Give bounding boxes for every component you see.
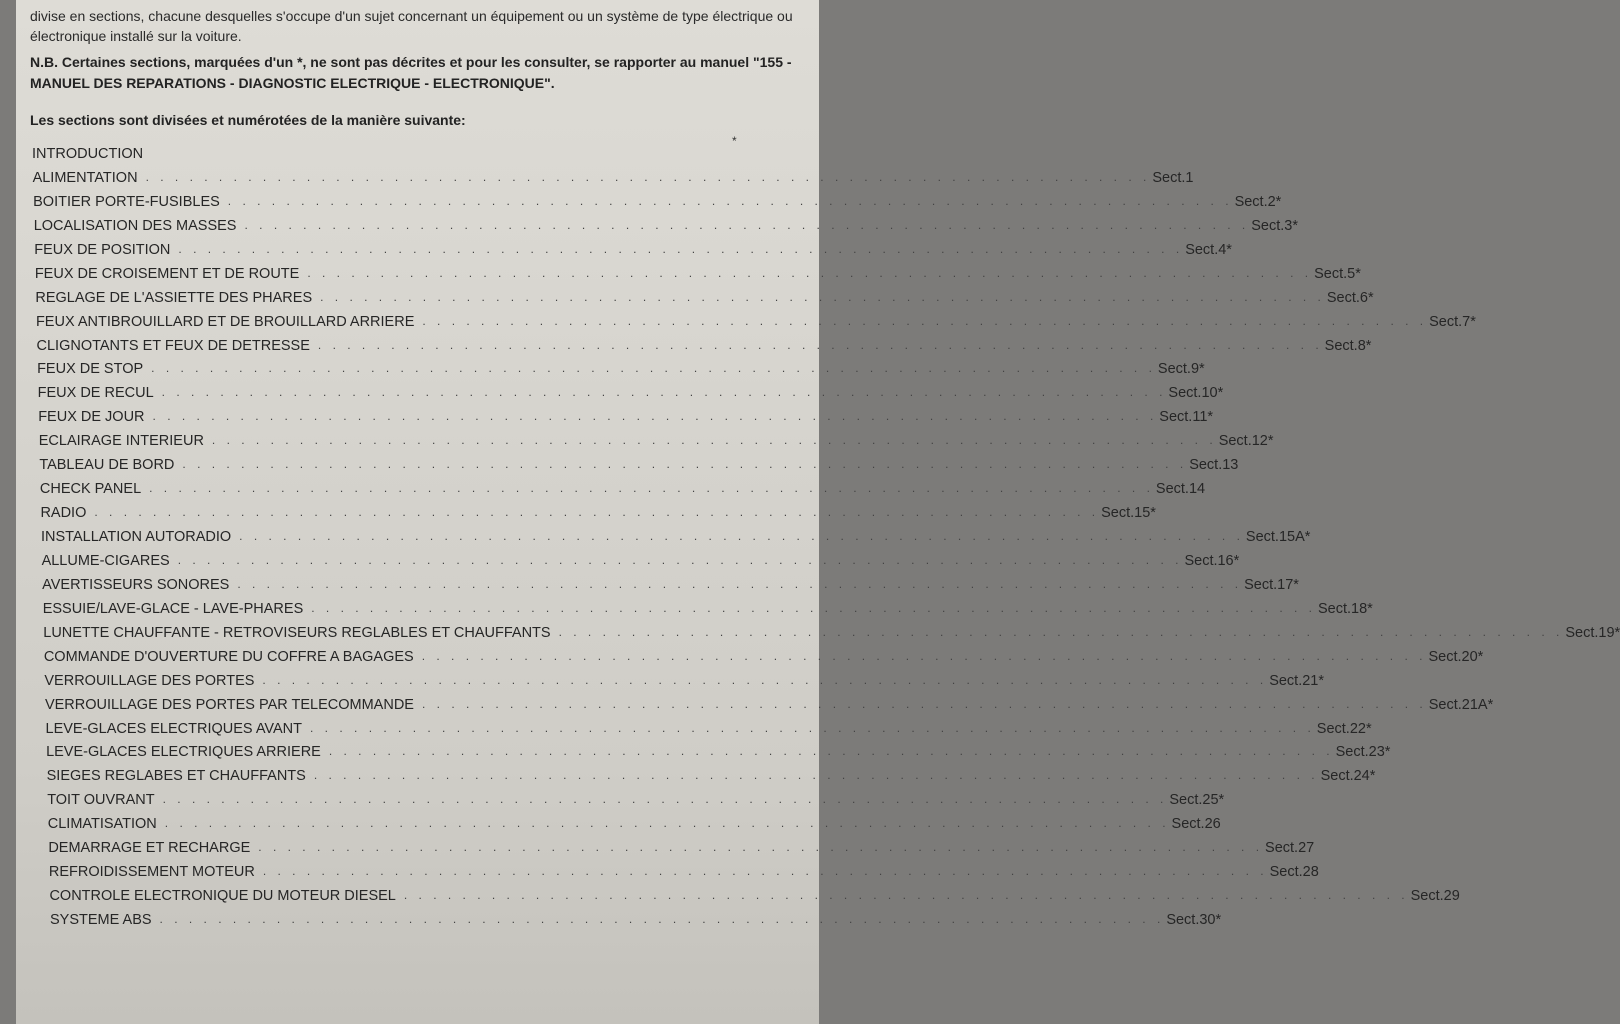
toc-title: AVERTISSEURS SONORES [42,576,230,593]
dot-leader: . . . . . . . . . . . . . . . . . . . . . . . . . . . . . . . . . . . . . . . . . . . . . . . . . . . . . . . . . . . . . . . . . . . . . [94,505,1100,520]
dot-leader: . . . . . . . . . . . . . . . . . . . . . . . . . . . . . . . . . . . . . . . . . . . . . . . . . . . . . . . . . . . . . . . . . . . . . [182,457,1188,472]
toc-title: REFROIDISSEMENT MOTEUR [48,864,255,881]
manual-page [16,0,1620,1024]
dot-leader: . . . . . . . . . . . . . . . . . . . . . . . . . . . . . . . . . . . . . . . . . . . . . . . . . . . . . . . . . . . . . . . . . . . . . [262,864,1268,879]
toc-title: FEUX DE JOUR [38,409,145,426]
section-number: Sect.9* [1157,361,1205,378]
toc-row [41,547,1240,569]
toc-row [35,308,1476,330]
dot-leader: . . . . . . . . . . . . . . . . . . . . . . . . . . . . . . . . . . . . . . . . . . . . . . . . . . . . . . . . . . . . . . . . . . . . . [311,600,1316,615]
section-number: Sect.12* [1218,433,1274,450]
toc-subtitle: Les sections sont divisées et numérotées de la manière suivante: [30,112,466,128]
toc-title: LEVE-GLACES ELECTRIQUES AVANT [45,720,303,737]
toc-title: VERROUILLAGE DES PORTES PAR TELECOMMANDE [44,696,414,713]
toc-row [33,188,1282,210]
toc-row [34,236,1232,258]
dot-leader: . . . . . . . . . . . . . . . . . . . . . . . . . . . . . . . . . . . . . . . . . . . . . . . . . . . . . . . . . . . . . . . . . . . . . [152,409,1158,424]
section-number: Sect.24* [1320,768,1376,785]
toc-row [49,882,1460,905]
dot-leader: . . . . . . . . . . . . . . . . . . . . . . . . . . . . . . . . . . . . . . . . . . . . . . . . . . . . . . . . . . . . . . . . . . . . . [313,768,1319,783]
toc-title: CLIMATISATION [47,816,157,833]
section-number: Sect.21* [1269,672,1325,689]
dot-leader: . . . . . . . . . . . . . . . . . . . . . . . . . . . . . . . . . . . . . . . . . . . . . . . . . . . . . . . . . . . . . . . . . . . . . [161,385,1167,400]
section-number: Sect.1 [1152,169,1194,186]
toc-title: FEUX ANTIBROUILLARD ET DE BROUILLARD ARRIERE [35,313,415,330]
dot-leader: . . . . . . . . . . . . . . . . . . . . . . . . . . . . . . . . . . . . . . . . . . . . . . . . . . . . . . . . . . . . . . . . . . . . . [422,313,1428,328]
toc-row [45,715,1372,737]
section-number: Sect.8* [1324,337,1372,354]
toc-row [33,212,1298,234]
section-number: Sect.22* [1316,720,1372,737]
toc-title: COMMANDE D'OUVERTURE DU COFFRE A BAGAGES [43,648,414,665]
toc-row [34,260,1361,282]
section-number: Sect.21A* [1428,696,1494,713]
toc-title: INTRODUCTION [32,146,144,162]
toc-title: INSTALLATION AUTORADIO [41,529,232,545]
toc-row [38,403,1214,426]
section-number: Sect.18* [1318,600,1373,617]
section-number: Sect.5* [1314,265,1361,282]
toc-row [32,164,1194,186]
toc-title: CHECK PANEL [39,481,142,498]
toc-title: BOITIER PORTE-FUSIBLES [33,193,220,210]
section-number: Sect.19* [1565,624,1620,641]
section-number: Sect.13 [1189,457,1239,474]
toc-title: LEVE-GLACES ELECTRIQUES ARRIERE [46,744,321,761]
section-number: Sect.27 [1265,840,1315,857]
section-number: Sect.25* [1169,792,1225,809]
section-number: Sect.7* [1429,313,1476,330]
section-number: Sect.10* [1168,385,1224,402]
dot-leader: . . . . . . . . . . . . . . . . . . . . . . . . . . . . . . . . . . . . . . . . . . . . . . . . . . . . . . . . . . . . . . . . . . . . . [145,169,1151,184]
section-number: Sect.11* [1159,409,1214,426]
margin-mark: * [732,134,737,148]
toc-row [39,451,1239,474]
dot-leader: . . . . . . . . . . . . . . . . . . . . . . . . . . . . . . . . . . . . . . . . . . . . . . . . . . . . . . . . . . . . . . . . . . . . . [258,840,1264,855]
section-number: Sect.2* [1234,193,1282,210]
dot-leader: . . . . . . . . . . . . . . . . . . . . . . . . . . . . . . . . . . . . . . . . . . . . . . . . . . . . . . . . . . . . . . . . . . . . . [421,648,1427,663]
section-number: Sect.29 [1410,888,1460,905]
toc-title: ALIMENTATION [32,169,138,186]
toc-row [39,475,1206,498]
toc-row [35,284,1374,306]
intro-paragraph: divise en sections, chacune desquelles s'occupe d'un sujet concernant un équipement ou un système de type électrique ou électronique installé sur la voiture. [30,8,793,44]
section-number: Sect.30* [1166,912,1222,928]
section-number: Sect.14 [1155,481,1206,498]
dot-leader: . . . . . . . . . . . . . . . . . . . . . . . . . . . . . . . . . . . . . . . . . . . . . . . . . . . . . . . . . . . . . . . . . . . . . [159,912,1165,926]
toc-row [44,667,1325,689]
section-number: Sect.20* [1428,648,1484,665]
toc-row [38,427,1274,450]
toc-title: CLIGNOTANTS ET FEUX DE DETRESSE [36,337,310,354]
toc-row [37,355,1205,378]
toc-row [42,571,1299,593]
toc-row [40,499,1156,522]
toc-row [46,738,1391,761]
dot-leader: . . . . . . . . . . . . . . . . . . . . . . . . . . . . . . . . . . . . . . . . . . . . . . . . . . . . . . . . . . . . . . . . . . . . . [307,265,1313,280]
toc-title: LUNETTE CHAUFFANTE - RETROVISEURS REGLABLES ET CHAUFFANTS [43,624,551,641]
toc-title: VERROUILLAGE DES PORTES [44,672,255,689]
toc-row [36,332,1372,354]
toc-title: ALLUME-CIGARES [41,552,170,569]
dot-leader: . . . . . . . . . . . . . . . . . . . . . . . . . . . . . . . . . . . . . . . . . . . . . . . . . . . . . . . . . . . . . . . . . . . . . [421,696,1427,711]
toc-title: TOIT OUVRANT [47,792,155,809]
toc-title: LOCALISATION DES MASSES [33,217,237,234]
toc-title: SIEGES REGLABES ET CHAUFFANTS [46,768,306,785]
toc-title: ESSUIE/LAVE-GLACE - LAVE-PHARES [42,600,304,617]
dot-leader: . . . . . . . . . . . . . . . . . . . . . . . . . . . . . . . . . . . . . . . . . . . . . . . . . . . . . . . . . . . . . . . . . . . . . [262,672,1268,687]
toc-title: TABLEAU DE BORD [39,457,175,474]
section-number: Sect.15A* [1245,529,1311,545]
dot-leader: . . . . . . . . . . . . . . . . . . . . . . . . . . . . . . . . . . . . . . . . . . . . . . . . . . . . . . . . . . . . . . . . . . . . . [211,433,1217,448]
dot-leader: . . . . . . . . . . . . . . . . . . . . . . . . . . . . . . . . . . . . . . . . . . . . . . . . . . . . . . . . . . . . . . . . . . . . . [164,816,1170,831]
dot-leader: . . . . . . . . . . . . . . . . . . . . . . . . . . . . . . . . . . . . . . . . . . . . . . . . . . . . . . . . . . . . . . . . . . . . . [320,289,1325,304]
section-number: Sect.16* [1184,552,1240,569]
toc-row [44,691,1494,713]
toc-title: ECLAIRAGE INTERIEUR [38,433,204,450]
toc-title: SYSTEME ABS [50,912,152,928]
dot-leader: . . . . . . . . . . . . . . . . . . . . . . . . . . . . . . . . . . . . . . . . . . . . . . . . . . . . . . . . . . . . . . . . . . . . . [178,241,1184,256]
toc-row [48,834,1315,857]
toc-title: FEUX DE RECUL [37,385,154,402]
section-number: Sect.4* [1185,241,1232,258]
toc-row [47,786,1225,809]
toc-row [43,619,1620,641]
toc-row [41,523,1311,545]
toc-row [43,643,1484,665]
dot-leader: . . . . . . . . . . . . . . . . . . . . . . . . . . . . . . . . . . . . . . . . . . . . . . . . . . . . . . . . . . . . . . . . . . . . . [558,624,1564,639]
dot-leader: . . . . . . . . . . . . . . . . . . . . . . . . . . . . . . . . . . . . . . . . . . . . . . . . . . . . . . . . . . . . . . . . . . . . . [328,744,1334,759]
toc-title: REGLAGE DE L'ASSIETTE DES PHARES [35,289,313,306]
dot-leader: . . . . . . . . . . . . . . . . . . . . . . . . . . . . . . . . . . . . . . . . . . . . . . . . . . . . . . . . . . . . . . . . . . . . . [239,529,1244,543]
toc-title: DEMARRAGE ET RECHARGE [48,840,251,857]
dot-leader: . . . . . . . . . . . . . . . . . . . . . . . . . . . . . . . . . . . . . . . . . . . . . . . . . . . . . . . . . . . . . . . . . . . . . [149,481,1154,496]
dot-leader: . . . . . . . . . . . . . . . . . . . . . . . . . . . . . . . . . . . . . . . . . . . . . . . . . . . . . . . . . . . . . . . . . . . . . [403,888,1409,903]
dot-leader: . . . . . . . . . . . . . . . . . . . . . . . . . . . . . . . . . . . . . . . . . . . . . . . . . . . . . . . . . . . . . . . . . . . . . [177,552,1183,567]
dot-leader: . . . . . . . . . . . . . . . . . . . . . . . . . . . . . . . . . . . . . . . . . . . . . . . . . . . . . . . . . . . . . . . . . . . . . [151,361,1156,376]
nb-note: N.B. Certaines sections, marquées d'un *, ne sont pas décrites et pour les consulter, se rapporter au manuel "155 - MANUEL DES REPARATIONS - DIAGNOSTIC ELECTRIQUE - ELECTRONIQUE". [30,54,792,91]
toc-row [37,379,1224,402]
toc-row [50,906,1222,928]
section-number: Sect.17* [1244,576,1299,593]
toc-title: FEUX DE STOP [37,361,144,378]
toc-title: FEUX DE POSITION [34,241,171,258]
toc-title: RADIO [40,505,87,522]
section-number: Sect.28 [1269,864,1319,881]
section-number: Sect.26 [1171,816,1221,833]
section-number: Sect.6* [1326,289,1374,306]
dot-leader: . . . . . . . . . . . . . . . . . . . . . . . . . . . . . . . . . . . . . . . . . . . . . . . . . . . . . . . . . . . . . . . . . . . . . [227,193,1233,208]
toc-row [42,595,1373,617]
dot-leader: . . . . . . . . . . . . . . . . . . . . . . . . . . . . . . . . . . . . . . . . . . . . . . . . . . . . . . . . . . . . . . . . . . . . . [317,337,1323,352]
toc-row [47,810,1221,833]
dot-leader: . . . . . . . . . . . . . . . . . . . . . . . . . . . . . . . . . . . . . . . . . . . . . . . . . . . . . . . . . . . . . . . . . . . . . [244,217,1250,232]
dot-leader: . . . . . . . . . . . . . . . . . . . . . . . . . . . . . . . . . . . . . . . . . . . . . . . . . . . . . . . . . . . . . . . . . . . . . [162,792,1168,807]
section-number: Sect.23* [1335,744,1391,761]
dot-leader: . . . . . . . . . . . . . . . . . . . . . . . . . . . . . . . . . . . . . . . . . . . . . . . . . . . . . . . . . . . . . . . . . . . . . [237,576,1243,591]
section-number: Sect.3* [1251,217,1298,234]
toc-row [32,140,786,162]
toc-title: CONTROLE ELECTRONIQUE DU MOTEUR DIESEL [49,888,396,905]
section-number: Sect.15* [1101,505,1156,522]
toc-row [48,858,1319,881]
dot-leader: . . . . . . . . . . . . . . . . . . . . . . . . . . . . . . . . . . . . . . . . . . . . . . . . . . . . . . . . . . . . . . . . . . . . . [310,720,1315,735]
toc-title: FEUX DE CROISEMENT ET DE ROUTE [34,265,300,282]
toc-row [46,762,1376,785]
